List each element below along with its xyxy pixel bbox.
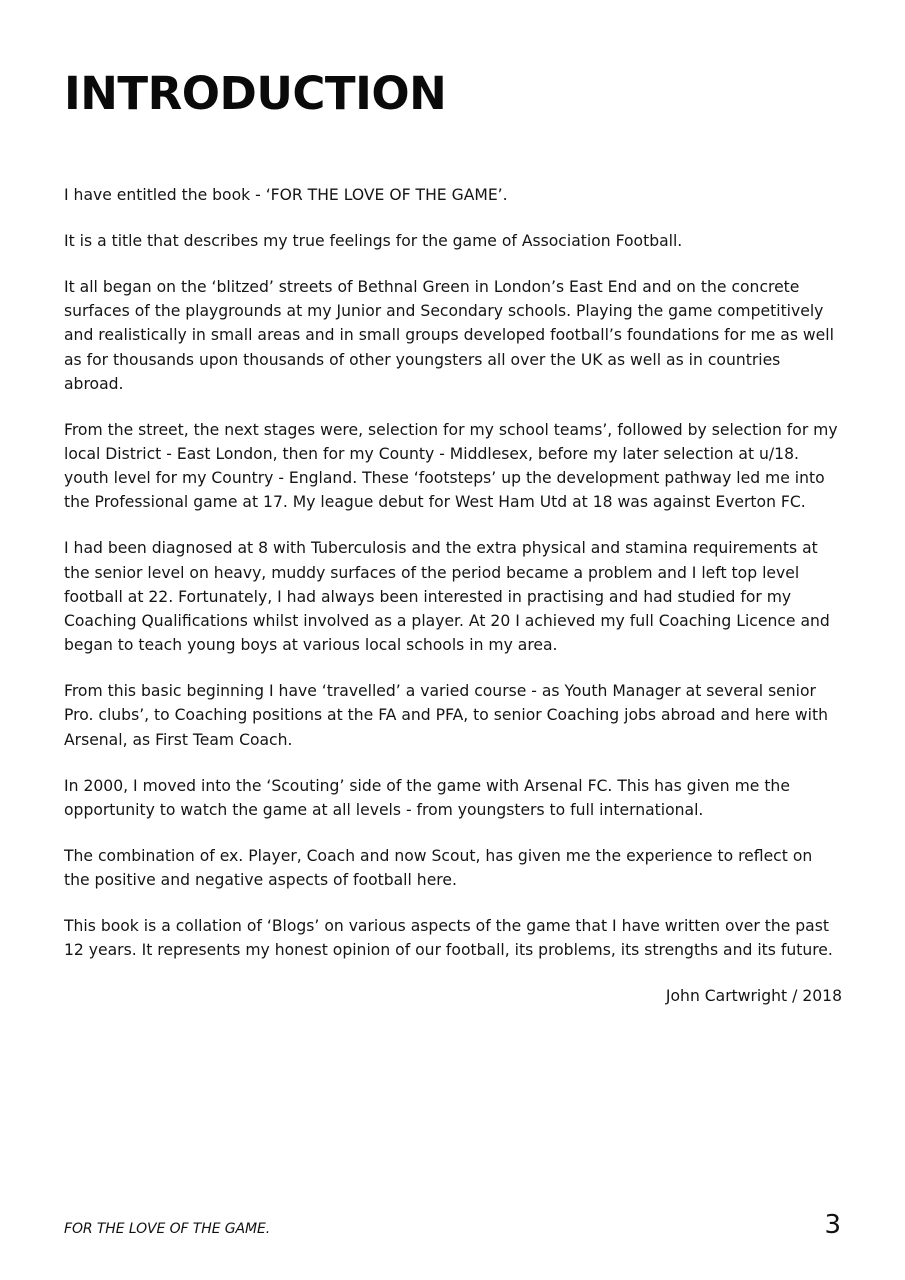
paragraph: I have entitled the book - ‘FOR THE LOVE OF THE GAME’. [64, 186, 508, 204]
paragraph: It is a title that describes my true feelings for the game of Association Football. [64, 232, 683, 250]
author-signature: John Cartwright / 2018 [665, 987, 842, 1006]
body-text [64, 183, 842, 1030]
footer-book-title: FOR THE LOVE OF THE GAME. [64, 1221, 271, 1237]
paragraph: I had been diagnosed at 8 with Tuberculosis and the extra physical and stamina requirements at the senior level on heavy, muddy surfaces of the period became a problem and I left top level football at 22. Fortunately, I had always been interested in practising and had studied for my Coaching Qualifications whilst involved as a player. At 20 I achieved my full Coaching Licence and began to teach young boys at various local schools in my area. [64, 539, 830, 655]
paragraph: In 2000, I moved into the ‘Scouting’ side of the game with Arsenal FC. This has given me the opportunity to watch the game at all levels - from youngsters to full international. [64, 776, 790, 819]
paragraph: From this basic beginning I have ‘travelled’ a varied course - as Youth Manager at several senior Pro. clubs’, to Coaching positions at the FA and PFA, to senior Coaching jobs abroad and here with Arsenal, as First Team Coach. [64, 682, 828, 749]
paragraph: The combination of ex. Player, Coach and now Scout, has given me the experience to reflect on the positive and negative aspects of football here. [64, 846, 813, 890]
paragraph: From the street, the next stages were, selection for my school teams’, followed by selection for my local District - East London, then for my County - Middlesex, before my later selection at u/18. youth level for my Country - England. These ‘footsteps’ up the development pathway led me into the Professional game at 17. My league debut for West Ham Utd at 18 was against Everton FC. [64, 420, 838, 512]
page-title: INTRODUCTION [64, 67, 447, 120]
page-number: 3 [824, 1210, 841, 1240]
paragraph: This book is a collation of ‘Blogs’ on various aspects of the game that I have written over the past 12 years. It represents my honest opinion of our football, its problems, its strengths and its future. [64, 917, 833, 960]
paragraph: It all began on the ‘blitzed’ streets of Bethnal Green in London’s East End and on the concrete surfaces of the playgrounds at my Junior and Secondary schools. Playing the game competitively and realistically in small areas and in small groups developed football’s foundations for me as well as for thousands upon thousands of other youngsters all over the UK as well as in countries abroad. [64, 278, 834, 393]
